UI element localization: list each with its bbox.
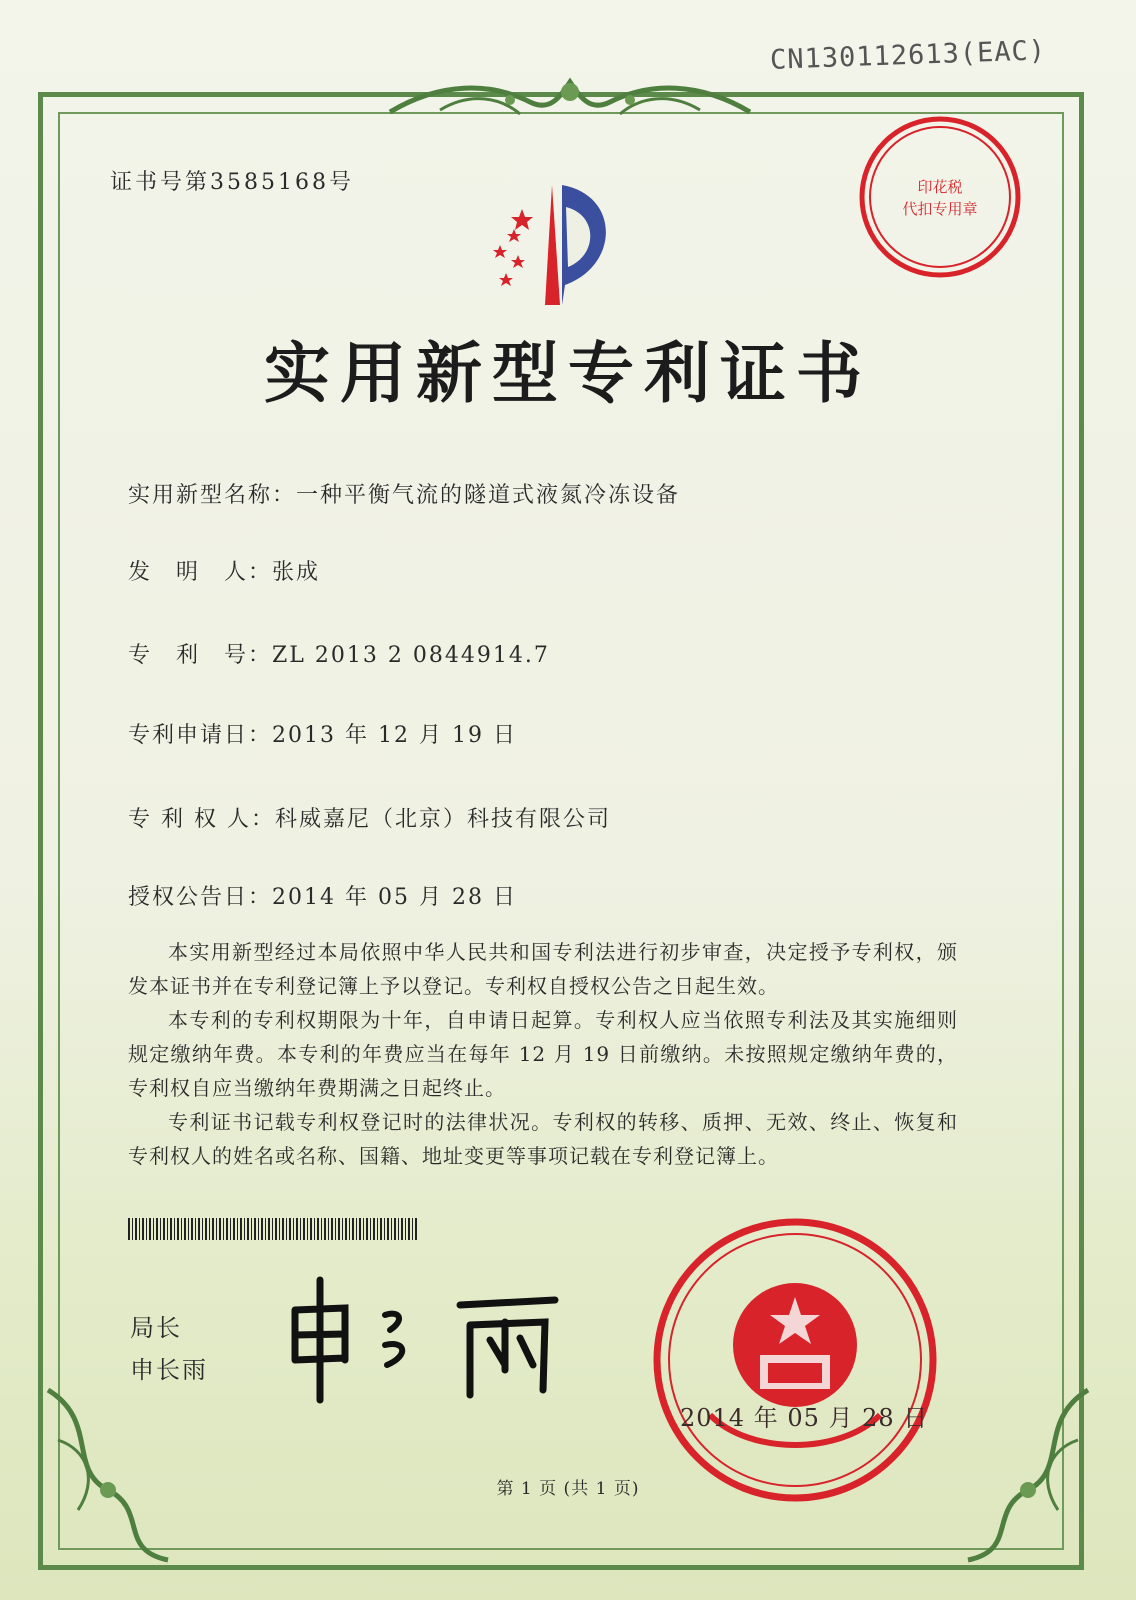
utility-model-name-label: 实用新型名称： [128, 483, 297, 508]
official-seal [650, 1215, 940, 1505]
issue-date: 2014 年 05 月 28 日 [680, 1404, 929, 1432]
inventor-row [128, 555, 320, 586]
director-name: 申长雨 [130, 1356, 208, 1384]
patentee-value: 科威嘉尼（北京）科技有限公司 [274, 807, 611, 832]
certificate-number: 证书号第3585168号 [110, 170, 354, 195]
filing-date-label: 专利申请日： [128, 723, 273, 748]
page-indicator: 第 1 页 (共 1 页) [496, 1479, 640, 1499]
grant-date-value: 2014 年 05 月 28 日 [272, 885, 517, 910]
top-ornament [380, 62, 760, 132]
svg-text:印花税: 印花税 [917, 178, 963, 196]
body-paragraph-3: 专利证书记载专利权登记时的法律状况。专利权的转移、质押、无效、终止、恢复和专利权人的姓名或名称、国籍、地址变更等事项记载在专利登记簿上。 [128, 1110, 958, 1168]
patent-number-row [128, 638, 550, 669]
certificate-title: 实用新型专利证书 [264, 335, 872, 412]
filing-date-value: 2013 年 12 月 19 日 [272, 723, 517, 748]
patent-number-value: ZL 2013 2 0844914.7 [272, 643, 550, 668]
svg-text:代扣专用章: 代扣专用章 [902, 200, 978, 218]
certificate-body [128, 935, 958, 1173]
patent-number-label: 专 利 号： [128, 643, 273, 668]
tax-stamp-seal [855, 112, 1025, 282]
handwritten-reference-note: CN130112613(EAC) [769, 35, 1047, 76]
body-paragraph-1: 本实用新型经过本局依照中华人民共和国专利法进行初步审查，决定授予专利权，颁发本证书并在专利登记簿上予以登记。专利权自授权公告之日起生效。 [128, 940, 958, 998]
director-signature [275, 1270, 575, 1410]
inventor-label: 发 明 人： [128, 560, 273, 585]
barcode [128, 1218, 418, 1240]
patentee-label: 专 利 权 人： [128, 807, 275, 832]
grant-date-label: 授权公告日： [128, 885, 273, 910]
filing-date-row [128, 718, 517, 749]
inventor-value: 张成 [272, 560, 321, 585]
utility-model-name-row [128, 478, 680, 509]
director-title: 局长 [130, 1314, 182, 1342]
grant-date-row [128, 880, 517, 911]
patent-office-logo [470, 185, 630, 315]
utility-model-name-value: 一种平衡气流的隧道式液氮冷冻设备 [296, 483, 681, 508]
body-paragraph-2: 本专利的专利权期限为十年，自申请日起算。专利权人应当依照专利法及其实施细则规定缴纳年费。本专利的年费应当在每年 12 月 19 日前缴纳。未按照规定缴纳年费的，专利权自应当缴纳年费期满之日起终止。 [128, 1008, 958, 1100]
patentee-row [128, 802, 611, 833]
